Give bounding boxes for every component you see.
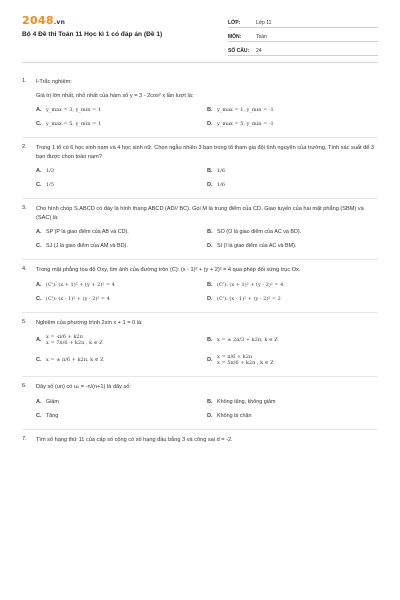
- option-label: A.: [36, 337, 42, 343]
- option-d[interactable]: [207, 178, 378, 192]
- option-label: B.: [207, 337, 213, 343]
- option-b[interactable]: [207, 395, 378, 409]
- option-d[interactable]: [207, 409, 378, 423]
- option-c[interactable]: [36, 409, 207, 423]
- option-text: (C'): (x + 1)² + (y + 2)² = 4: [46, 281, 115, 288]
- question-number: 6.: [22, 383, 27, 389]
- question-2: [22, 144, 378, 192]
- option-a[interactable]: [36, 164, 207, 178]
- option-text: (C'): (x - 1)² + (y - 2)² = 4: [46, 295, 110, 302]
- question-5: [22, 319, 378, 371]
- meta-value: 24: [256, 48, 262, 54]
- question-3: [22, 205, 378, 253]
- option-d[interactable]: [207, 350, 378, 370]
- option-label: B.: [207, 398, 213, 405]
- option-text: y_max = 3, y_min = 1: [46, 107, 102, 113]
- option-b[interactable]: [207, 164, 378, 178]
- meta-row-count: [228, 42, 378, 56]
- option-label: A.: [36, 168, 42, 174]
- meta-row-subject: [228, 28, 378, 42]
- option-c[interactable]: [36, 239, 207, 253]
- meta-key: SỐ CÂU:: [228, 48, 250, 54]
- option-text: 1/6: [217, 182, 226, 188]
- option-text: (C'): (x - 1)² + (y - 2)² = 2: [217, 295, 281, 302]
- option-a[interactable]: [36, 330, 207, 350]
- option-text: (C'): (x + 1)² + (y - 2)² = 4: [217, 281, 284, 288]
- option-text: x = ± 2π/3 + k2π, k ∈ Z: [217, 337, 278, 343]
- meta-value: Toán: [256, 34, 267, 40]
- question-text: Nghiệm của phương trình 2sin x + 1 = 0 là:: [36, 319, 143, 326]
- option-b[interactable]: [207, 103, 378, 117]
- option-text: Không bị chặn: [217, 412, 252, 419]
- question-text: I-Trắc nghiệm:: [36, 79, 72, 85]
- option-text: Tăng: [46, 412, 59, 419]
- option-label: C.: [36, 182, 42, 188]
- option-label: D.: [207, 182, 213, 188]
- question-list: [22, 78, 378, 444]
- option-d[interactable]: [207, 292, 378, 306]
- option-label: D.: [207, 357, 213, 363]
- option-a[interactable]: [36, 225, 207, 239]
- option-text: SP (P là giao điểm của AB và CD).: [46, 229, 129, 235]
- option-text: x = ± π/6 + k2π, k ∈ Z: [46, 357, 104, 363]
- option-label: C.: [36, 357, 42, 363]
- option-text: 1/5: [46, 182, 55, 188]
- question-text: Tìm số hạng thứ 11 của cấp số cộng có số hạng đầu bằng 3 và công sai d = -2.: [36, 436, 233, 443]
- question-number: 4.: [22, 266, 27, 272]
- option-text: 1/6: [217, 168, 226, 174]
- option-label: A.: [36, 229, 42, 235]
- meta-key: LỚP:: [228, 20, 241, 26]
- logo-text: 2048: [22, 14, 54, 27]
- option-label: B.: [207, 281, 213, 288]
- meta-row-class: [228, 14, 378, 28]
- option-a[interactable]: [36, 278, 207, 292]
- question-text: Cho hình chóp S.ABCD có đáy là hình thang ABCD (AD// BC). Gọi M là trung điểm của CD. Giao tuyến của hai mặt phẳng (SBM) và (SAC) là:: [36, 206, 364, 221]
- option-c[interactable]: [36, 292, 207, 306]
- option-label: C.: [36, 412, 42, 419]
- option-label: A.: [36, 107, 42, 113]
- option-c[interactable]: [36, 178, 207, 192]
- question-number: 2.: [22, 144, 27, 150]
- option-d[interactable]: [207, 239, 378, 253]
- option-b[interactable]: [207, 278, 378, 292]
- meta-value: Lớp 11: [256, 20, 272, 26]
- option-c[interactable]: [36, 117, 207, 131]
- option-label: B.: [207, 229, 213, 235]
- option-label: D.: [207, 121, 213, 127]
- option-label: C.: [36, 121, 42, 127]
- option-text: 1/3: [46, 168, 55, 174]
- option-b[interactable]: [207, 225, 378, 239]
- option-label: D.: [207, 295, 213, 302]
- meta-key: MÔN:: [228, 34, 242, 40]
- option-text: SJ (J là giao điểm của AM và BD).: [46, 243, 128, 249]
- question-number: 5.: [22, 318, 27, 325]
- option-label: C.: [36, 243, 42, 249]
- option-label: A.: [36, 398, 42, 405]
- option-text: y_max = 5, y_min = -1: [217, 121, 274, 127]
- option-text: SI (I là giao điểm của AC và BM).: [217, 243, 297, 249]
- logo-suffix: .vn: [53, 19, 66, 26]
- option-text: SO (O là giao điểm của AC và BD).: [217, 229, 302, 235]
- question-subtext: Giá trị lớn nhất, nhỏ nhất của hàm số y = 3 - 2cos² x lần lượt là:: [36, 92, 194, 99]
- question-divider: [22, 429, 378, 430]
- question-1: [22, 78, 378, 131]
- document-title: Bộ 4 Đề thi Toán 11 Học kì 1 có đáp án (Đề 1): [22, 31, 163, 38]
- question-text: Dãy số (un) có uₙ = -n/(n+1) là dãy số:: [36, 384, 131, 390]
- option-text: y_max = 1, y_min = -1: [217, 107, 274, 113]
- option-b[interactable]: [207, 330, 378, 350]
- option-label: B.: [207, 168, 213, 174]
- option-c[interactable]: [36, 350, 207, 370]
- question-number: 1.: [22, 78, 27, 84]
- question-divider: [22, 137, 378, 138]
- option-text: Không tăng, không giảm: [217, 398, 276, 405]
- question-text: Trong mặt phẳng tọa độ Oxy, tìm ảnh của đường tròn (C): (x - 1)² + (y + 2)² = 4 qua phép đối xứng trục Ox.: [36, 267, 301, 273]
- question-divider: [22, 312, 378, 313]
- option-text: y_max = 5, y_min = 1: [46, 121, 102, 127]
- question-number: 7.: [22, 435, 27, 442]
- option-a[interactable]: [36, 103, 207, 117]
- option-text: x = π/6 + k2π x = 5π/6 + k2π , k ∈ Z: [217, 353, 274, 366]
- option-label: D.: [207, 412, 213, 419]
- metadata-table: [228, 14, 378, 56]
- question-6: [22, 383, 378, 423]
- question-text: Trong 1 tổ có 6 học sinh nam và 4 học sinh nữ. Chọn ngẫu nhiên 3 bạn trong tổ tham gia đội tình nguyện của trường. Tính xác suất để 3 bạn được chọn toàn nam?: [36, 145, 374, 160]
- option-label: C.: [36, 295, 42, 302]
- option-d[interactable]: [207, 117, 378, 131]
- question-divider: [22, 259, 378, 260]
- header-divider: [22, 62, 378, 63]
- question-4: [22, 266, 378, 306]
- option-label: D.: [207, 243, 213, 249]
- option-text: x = -π/6 + k2π x = 7π/6 + k2π , k ∈ Z: [46, 333, 103, 346]
- question-divider: [22, 376, 378, 377]
- option-text: Giảm: [46, 398, 59, 405]
- option-a[interactable]: [36, 395, 207, 409]
- question-7: [22, 436, 378, 445]
- question-number: 3.: [22, 205, 27, 211]
- option-label: A.: [36, 281, 42, 288]
- question-divider: [22, 198, 378, 199]
- option-label: B.: [207, 107, 213, 113]
- site-logo[interactable]: [22, 14, 65, 27]
